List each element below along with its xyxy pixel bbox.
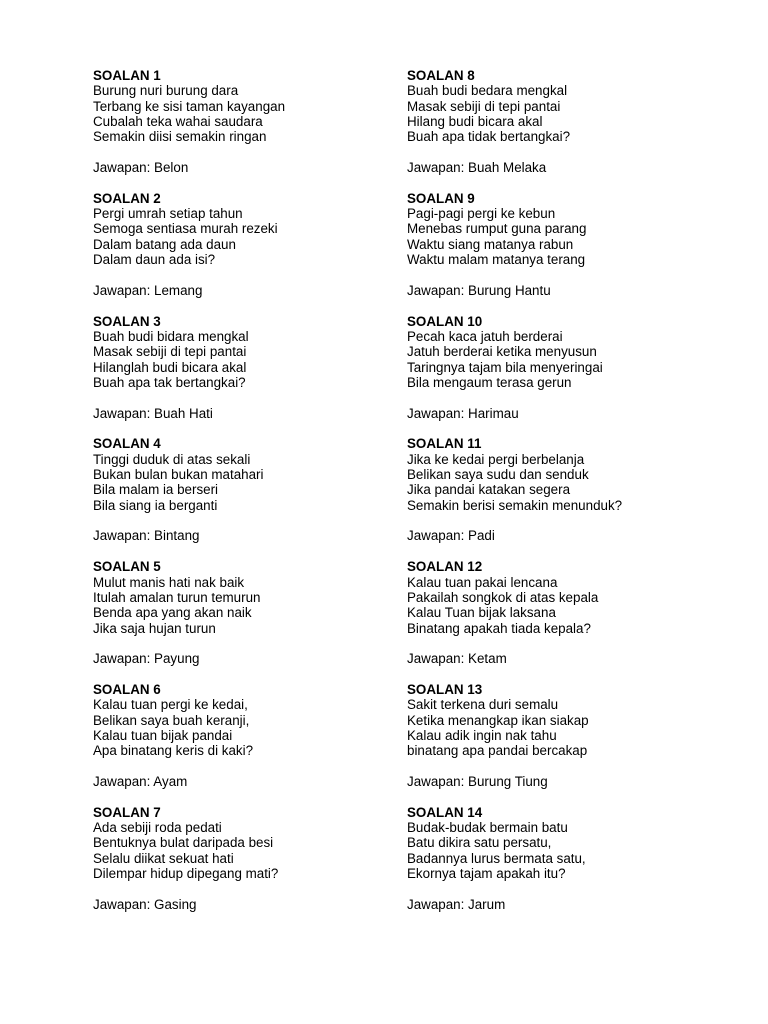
question-title: SOALAN 7 <box>93 804 161 820</box>
poem-line: Semoga sentiasa murah rezeki <box>93 221 278 237</box>
answer-line: Jawapan: Buah Melaka <box>407 160 547 176</box>
question-block <box>93 805 393 928</box>
poem-line: Ketika menangkap ikan siakap <box>407 712 589 728</box>
spacer <box>407 390 707 405</box>
question-title: SOALAN 10 <box>407 313 483 329</box>
answer-line: Jawapan: Payung <box>93 651 200 667</box>
poem-line: Waktu malam matanya terang <box>407 252 586 268</box>
spacer <box>93 268 393 283</box>
answer-line: Jawapan: Ketam <box>407 651 507 667</box>
poem-line: Budak-budak bermain batu <box>407 820 568 836</box>
poem-line: Binatang apakah tiada kepala? <box>407 620 591 636</box>
question-title: SOALAN 4 <box>93 436 161 452</box>
poem-line: Benda apa yang akan naik <box>93 605 252 621</box>
poem-line: Ekornya tajam apakah itu? <box>407 866 566 882</box>
answer-line: Jawapan: Belon <box>93 160 189 176</box>
poem-line: Semakin diisi semakin ringan <box>93 129 267 145</box>
spacer <box>407 759 707 774</box>
poem-line: Kalau Tuan bijak laksana <box>407 605 556 621</box>
poem-line: Itulah amalan turun temurun <box>93 589 261 605</box>
poem-line: Sakit terkena duri semalu <box>407 697 559 713</box>
right-column <box>407 68 707 928</box>
poem-line: Bentuknya bulat daripada besi <box>93 835 274 851</box>
question-block <box>93 559 393 682</box>
poem-line: Dalam batang ada daun <box>93 236 236 252</box>
poem-line: Kalau tuan pergi ke kedai, <box>93 697 248 713</box>
poem-line: Pagi-pagi pergi ke kebun <box>407 206 556 222</box>
question-title: SOALAN 5 <box>93 559 161 575</box>
spacer <box>407 882 707 897</box>
poem-line: Apa binatang keris di kaki? <box>93 743 254 759</box>
question-title: SOALAN 2 <box>93 190 161 206</box>
question-block <box>407 68 707 191</box>
poem-line: Buah budi bedara mengkal <box>407 83 568 99</box>
poem-line: Jika pandai katakan segera <box>407 482 571 498</box>
poem-line: Pergi umrah setiap tahun <box>93 206 243 222</box>
poem-line: Masak sebiji di tepi pantai <box>93 344 247 360</box>
question-block <box>407 191 707 314</box>
question-block <box>407 682 707 805</box>
poem-line: Kalau adik ingin nak tahu <box>407 728 557 744</box>
spacer <box>407 513 707 528</box>
answer-line: Jawapan: Bintang <box>93 528 200 544</box>
poem-line: Menebas rumput guna parang <box>407 221 587 237</box>
poem-line: Buah apa tidak bertangkai? <box>407 129 571 145</box>
question-block <box>407 805 707 928</box>
spacer <box>93 636 393 651</box>
question-title: SOALAN 14 <box>407 804 483 820</box>
spacer <box>407 636 707 651</box>
poem-line: Bila mengaum terasa gerun <box>407 374 572 390</box>
question-title: SOALAN 9 <box>407 190 475 206</box>
poem-line: Mulut manis hati nak baik <box>93 574 245 590</box>
poem-line: Terbang ke sisi taman kayangan <box>93 98 286 114</box>
poem-line: Burung nuri burung dara <box>93 83 239 99</box>
answer-line: Jawapan: Burung Hantu <box>407 282 551 298</box>
answer-line: Jawapan: Buah Hati <box>93 405 213 421</box>
answer-line: Jawapan: Burung Tiung <box>407 774 548 790</box>
question-block <box>407 436 707 559</box>
poem-line: Buah budi bidara mengkal <box>93 328 249 344</box>
left-column <box>93 68 393 928</box>
poem-line: Hilang budi bicara akal <box>407 114 543 130</box>
poem-line: Kalau tuan pakai lencana <box>407 574 558 590</box>
question-title: SOALAN 1 <box>93 68 161 83</box>
poem-line: Batu dikira satu persatu, <box>407 835 552 851</box>
poem-line: Dilempar hidup dipegang mati? <box>93 866 279 882</box>
question-block <box>93 68 393 191</box>
question-block <box>93 682 393 805</box>
poem-line: Ada sebiji roda pedati <box>93 820 222 836</box>
question-title: SOALAN 6 <box>93 681 161 697</box>
question-block <box>93 436 393 559</box>
poem-line: Tinggi duduk di atas sekali <box>93 451 251 467</box>
poem-line: Jika saja hujan turun <box>93 620 216 636</box>
poem-line: Jatuh berderai ketika menyusun <box>407 344 597 360</box>
poem-line: Bila malam ia berseri <box>93 482 219 498</box>
question-title: SOALAN 12 <box>407 559 483 575</box>
poem-line: Buah apa tak bertangkai? <box>93 374 246 390</box>
answer-line: Jawapan: Ayam <box>93 774 188 790</box>
question-title: SOALAN 8 <box>407 68 475 83</box>
spacer <box>93 390 393 405</box>
spacer <box>93 513 393 528</box>
poem-line: Pecah kaca jatuh berderai <box>407 328 563 344</box>
poem-line: Badannya lurus bermata satu, <box>407 850 586 866</box>
poem-line: Dalam daun ada isi? <box>93 252 216 268</box>
poem-line: Taringnya tajam bila menyeringai <box>407 359 603 375</box>
answer-line: Jawapan: Lemang <box>93 282 203 298</box>
poem-line: Pakailah songkok di atas kepala <box>407 589 599 605</box>
poem-line: Semakin berisi semakin menunduk? <box>407 497 623 513</box>
spacer <box>407 145 707 160</box>
poem-line: Waktu siang matanya rabun <box>407 236 574 252</box>
poem-line: Masak sebiji di tepi pantai <box>407 98 561 114</box>
poem-line: Cubalah teka wahai saudara <box>93 114 263 130</box>
question-title: SOALAN 11 <box>407 436 482 452</box>
question-title: SOALAN 13 <box>407 681 483 697</box>
answer-line: Jawapan: Harimau <box>407 405 519 421</box>
spacer <box>93 759 393 774</box>
answer-line: Jawapan: Jarum <box>407 896 506 912</box>
answer-line: Jawapan: Gasing <box>93 896 197 912</box>
answer-line: Jawapan: Padi <box>407 528 495 544</box>
question-block <box>93 314 393 437</box>
question-block <box>407 559 707 682</box>
spacer <box>407 268 707 283</box>
poem-line: Selalu diikat sekuat hati <box>93 850 234 866</box>
spacer <box>93 882 393 897</box>
poem-line: Belikan saya sudu dan senduk <box>407 467 589 483</box>
poem-line: Belikan saya buah keranji, <box>93 712 250 728</box>
poem-line: Jika ke kedai pergi berbelanja <box>407 451 585 467</box>
question-title: SOALAN 3 <box>93 313 161 329</box>
poem-line: Bila siang ia berganti <box>93 497 218 513</box>
question-block <box>93 191 393 314</box>
poem-line: Bukan bulan bukan matahari <box>93 467 264 483</box>
poem-line: Kalau tuan bijak pandai <box>93 728 233 744</box>
poem-line: Hilanglah budi bicara akal <box>93 359 247 375</box>
poem-line: binatang apa pandai bercakap <box>407 743 588 759</box>
question-block <box>407 314 707 437</box>
spacer <box>93 145 393 160</box>
